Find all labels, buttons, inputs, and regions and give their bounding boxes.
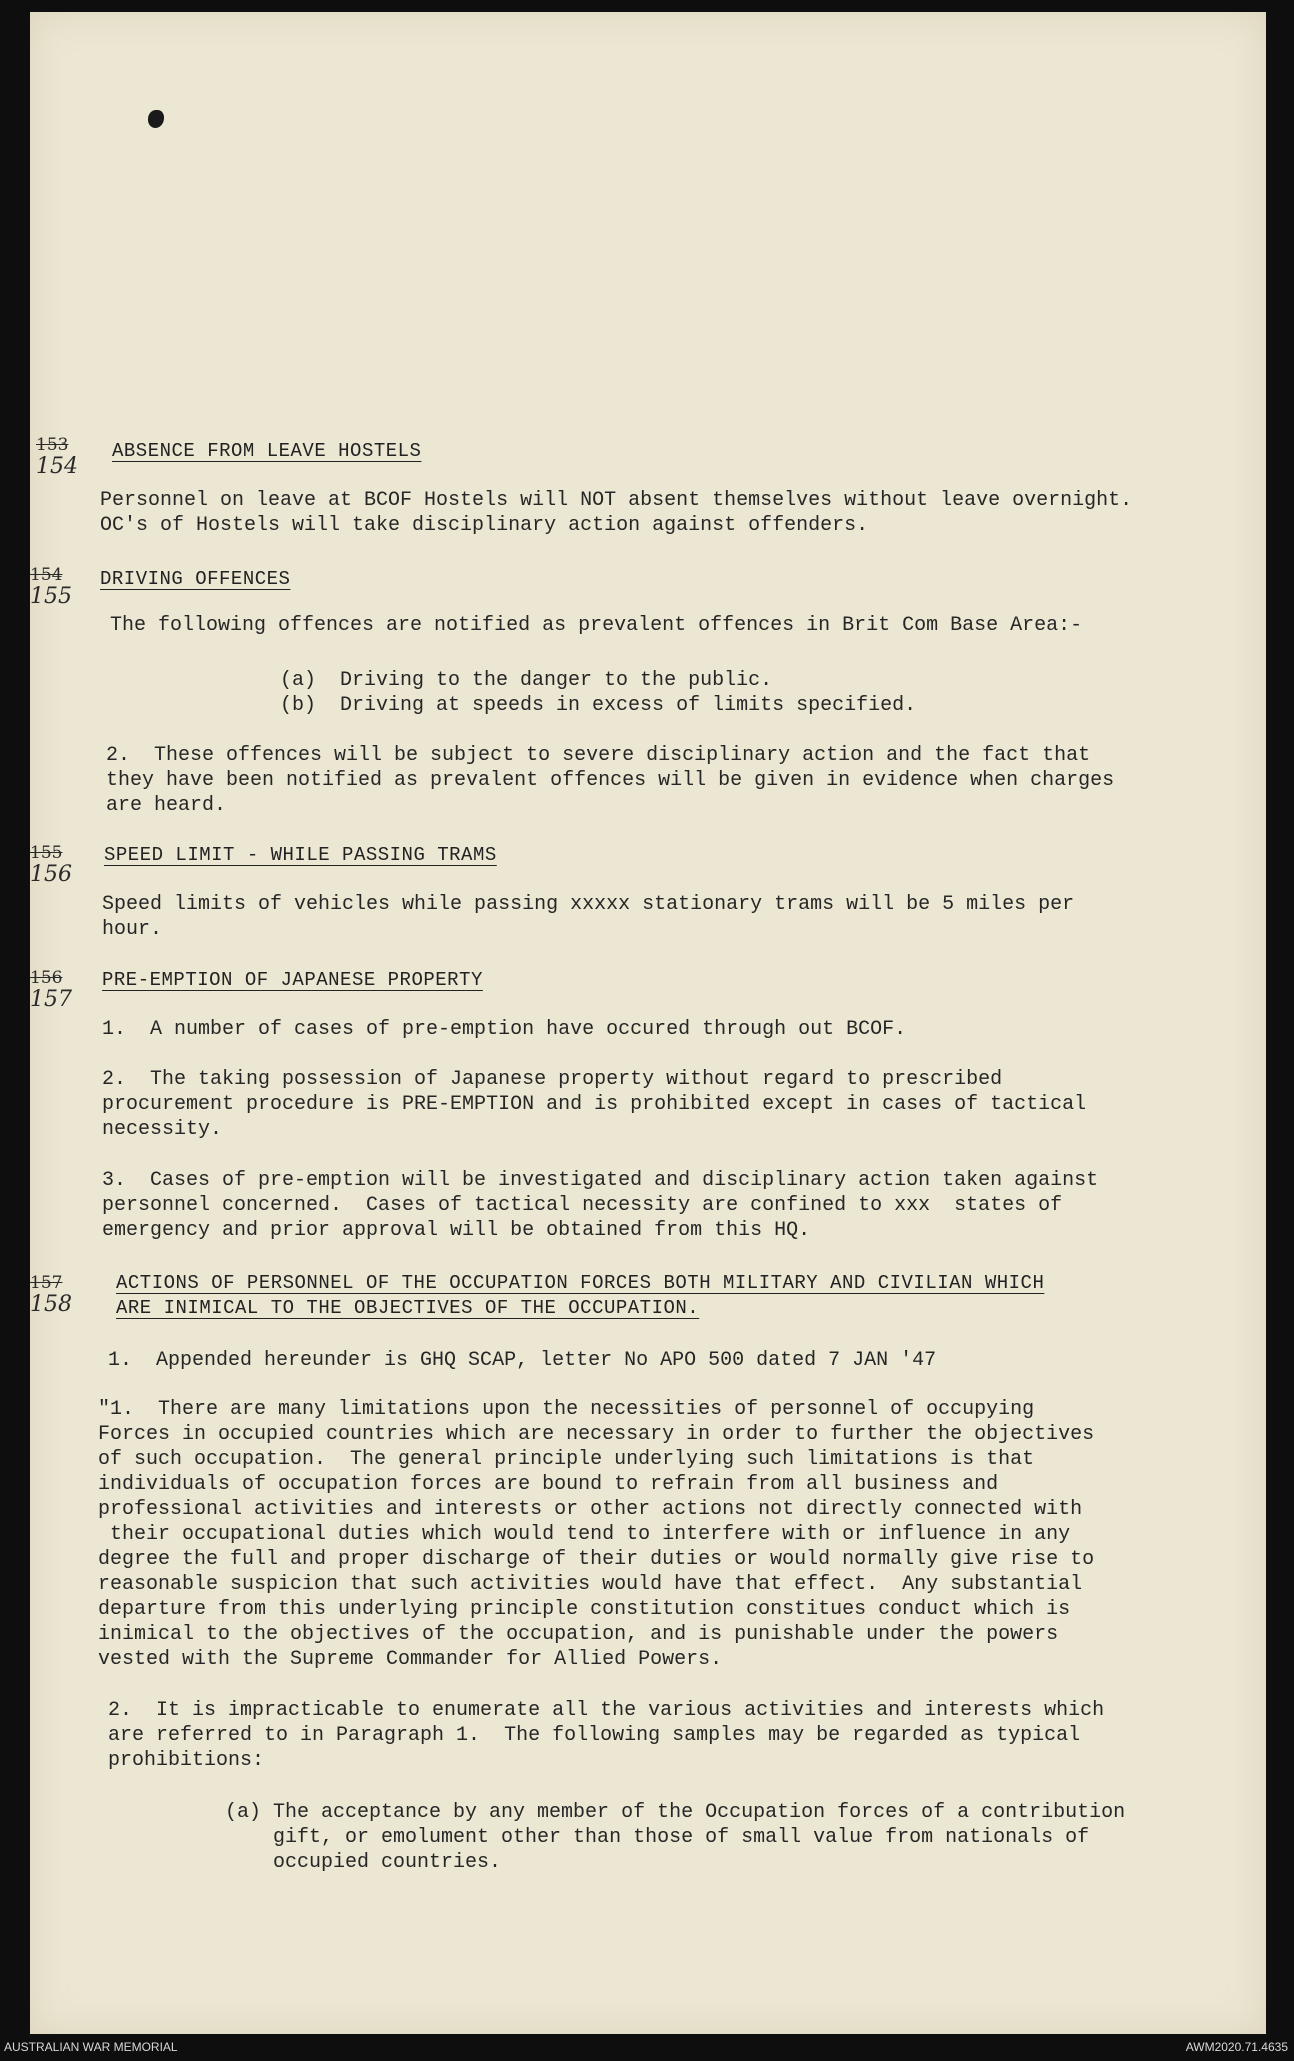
section-paragraph: 2. These offences will be subject to severe disciplinary action and the fact that they have been notified as prevalent offences will be given in evidence when charges are heard.: [106, 744, 1115, 817]
section-heading: SPEED LIMIT - WHILE PASSING TRAMS: [104, 844, 497, 866]
section-heading: PRE-EMPTION OF JAPANESE PROPERTY: [102, 969, 483, 991]
section-paragraph: 1. A number of cases of pre-emption have occured through out BCOF.: [102, 1018, 907, 1041]
punch-mark: [148, 110, 164, 128]
section-heading: DRIVING OFFENCES: [100, 568, 291, 590]
section-paragraph: 2. It is impracticable to enumerate all the various activities and interests which are referred to in Paragraph 1. The following samples may be regarded as typical prohibitions:: [108, 1699, 1105, 1772]
section-number: 154 155: [30, 565, 72, 609]
section-heading: ACTIONS OF PERSONNEL OF THE OCCUPATION FORCES BOTH MILITARY AND CIVILIAN WHICH ARE INIMICAL TO THE OBJECTIVES OF THE OCCUPATION.: [116, 1272, 1045, 1319]
section-paragraph: Personnel on leave at BCOF Hostels will NOT absent themselves without leave overnight. OC's of Hostels will take disciplinary action against offenders.: [100, 489, 1133, 537]
footer-left: AUSTRALIAN WAR MEMORIAL: [4, 2040, 178, 2054]
section-paragraph: Speed limits of vehicles while passing xxxxx stationary trams will be 5 miles per hour.: [102, 893, 1075, 941]
section-number: 153 154: [36, 435, 78, 479]
section-paragraph: 2. The taking possession of Japanese property without regard to prescribed procurement procedure is PRE-EMPTION and is prohibited except in cases of tactical necessity.: [102, 1068, 1087, 1141]
section-paragraph: (a) Driving to the danger to the public. (b) Driving at speeds in excess of limits specified.: [280, 669, 917, 717]
section-number: 156 157: [30, 968, 72, 1012]
section-number: 155 156: [30, 843, 72, 887]
section-number: 157 158: [30, 1273, 72, 1317]
footer-right: AWM2020.71.4635: [1185, 2040, 1288, 2054]
document-page: [30, 12, 1266, 2034]
section-paragraph: (a) The acceptance by any member of the Occupation forces of a contribution gift, or emolument other than those of small value from nationals of occupied countries.: [225, 1801, 1126, 1874]
section-paragraph: 3. Cases of pre-emption will be investigated and disciplinary action taken against personnel concerned. Cases of tactical necessity are confined to xxx states of emergency and prior approval will be obtained from this HQ.: [102, 1169, 1099, 1242]
section-heading: ABSENCE FROM LEAVE HOSTELS: [112, 440, 422, 462]
section-paragraph: 1. Appended hereunder is GHQ SCAP, letter No APO 500 dated 7 JAN '47: [108, 1349, 937, 1372]
section-paragraph: "1. There are many limitations upon the necessities of personnel of occupying Forces in occupied countries which are necessary in order to further the objectives of such occupation. The general principle underlying such limitations is that individuals of occupation forces are bound to refrain from all business and professional activities and interests or other actions not directly connected with their occupational duties which would tend to interfere with or influence in any degree the full and proper discharge of their duties or would normally give rise to reasonable suspicion that such activities would have that effect. Any substantial departure from this underlying principle constitution constitues conduct which is inimical to the objectives of the occupation, and is punishable under the powers vested with the Supreme Commander for Allied Powers.: [98, 1398, 1095, 1671]
section-paragraph: The following offences are notified as prevalent offences in Brit Com Base Area:-: [110, 614, 1083, 637]
